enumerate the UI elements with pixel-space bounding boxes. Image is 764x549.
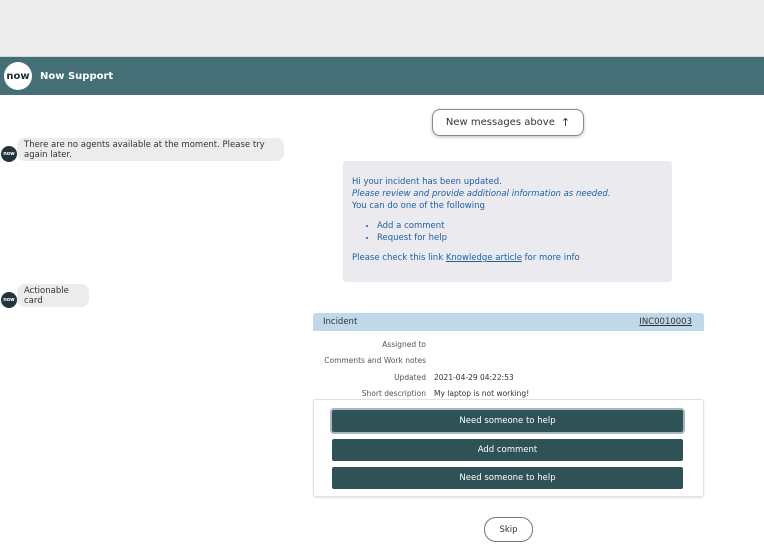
update-line-1: Hi your incident has been updated. xyxy=(352,177,502,187)
knowledge-article-link[interactable]: Knowledge article xyxy=(445,253,522,263)
field-value: 2021-04-29 04:22:53 xyxy=(434,373,514,382)
option-add-comment: • Add a comment xyxy=(377,220,663,232)
field-value: My laptop is not working! xyxy=(434,389,530,398)
option-request-help: • Request for help xyxy=(377,232,663,244)
skip-button[interactable]: Skip xyxy=(484,517,533,542)
message-actionable-card: Actionable card xyxy=(17,284,89,307)
new-messages-label: New messages above xyxy=(445,117,555,128)
new-messages-button[interactable] xyxy=(432,109,584,136)
field-label: Assigned to xyxy=(382,340,426,349)
knowledge-prefix: Please check this link xyxy=(352,253,446,263)
now-logo-icon: now xyxy=(4,62,32,90)
message-no-agents: There are no agents available at the moment. Please try again later. xyxy=(17,138,284,161)
knowledge-suffix: for more info xyxy=(521,253,580,263)
chat-title: Now Support xyxy=(40,70,114,82)
arrow-up-icon: ↑ xyxy=(560,116,571,129)
update-options-list xyxy=(352,220,663,244)
incident-actions xyxy=(313,399,704,497)
browser-top-area xyxy=(0,0,764,57)
bot-avatar: now xyxy=(1,292,17,308)
add-comment-button[interactable]: Add comment xyxy=(332,439,683,461)
incident-update-card xyxy=(343,161,672,282)
need-help-button[interactable]: Need someone to help xyxy=(332,410,683,432)
update-line-3: You can do one of the following xyxy=(352,201,485,211)
bot-avatar: now xyxy=(1,146,17,162)
incident-card-header xyxy=(313,313,704,331)
field-label: Comments and Work notes xyxy=(324,356,426,365)
field-label: Short description xyxy=(361,389,426,398)
need-help-button-2[interactable]: Need someone to help xyxy=(332,467,683,489)
field-label: Updated xyxy=(394,373,426,382)
chat-header xyxy=(0,57,764,95)
incident-number-link[interactable]: INC0010003 xyxy=(639,317,692,327)
update-line-2: Please review and provide additional information as needed. xyxy=(352,189,611,199)
incident-title: Incident xyxy=(323,317,358,327)
knowledge-line xyxy=(352,252,663,264)
